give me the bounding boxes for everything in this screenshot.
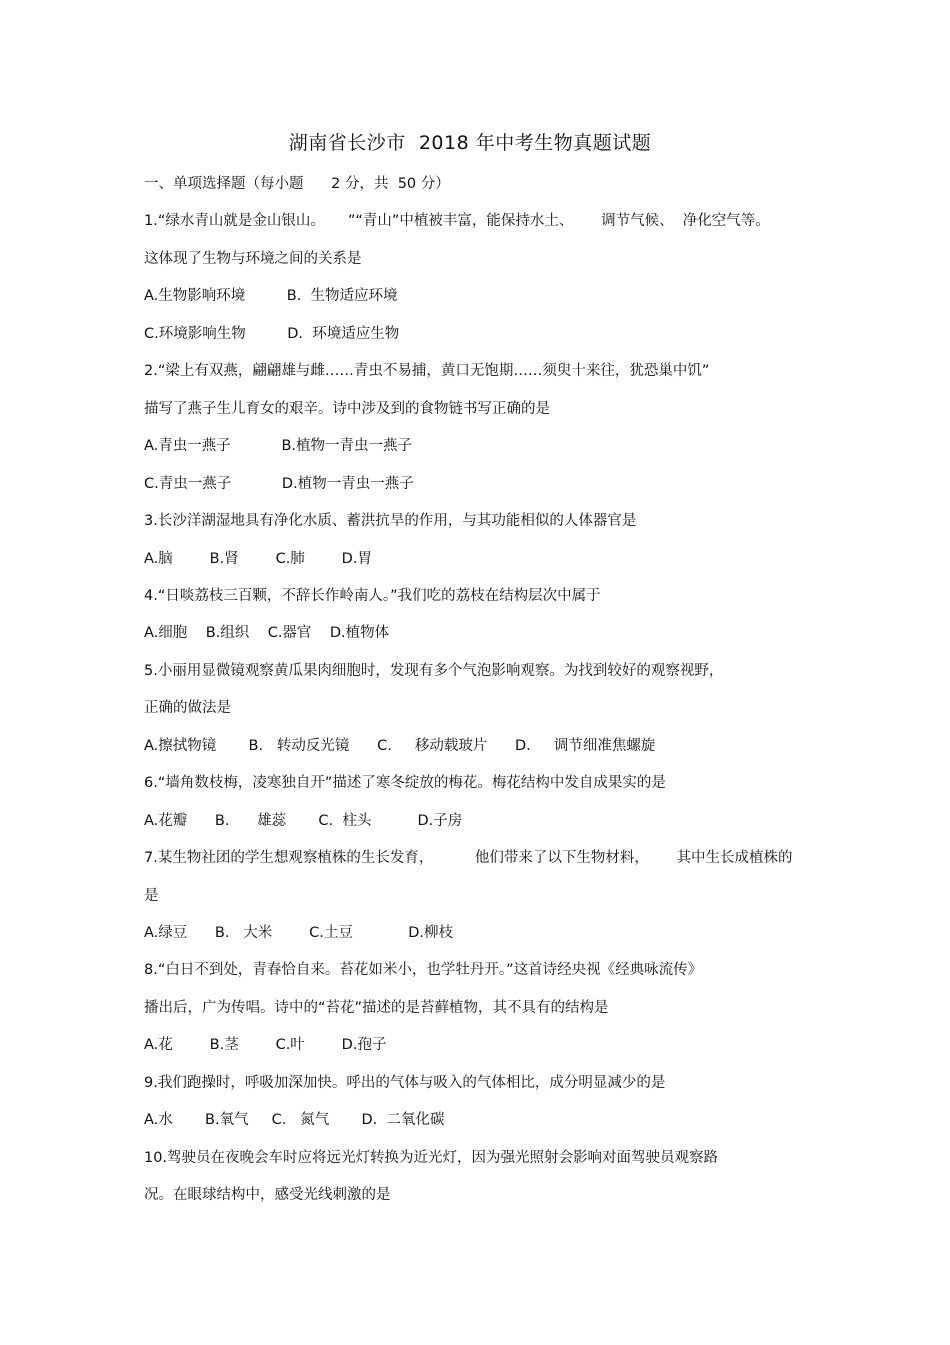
question-5-stem-cont: 正确的做法是	[144, 700, 231, 716]
question-7-stem: 7.某生物社团的学生想观察植株的生长发育， 他们带来了以下生物材料， 其中生长成植株的	[144, 850, 793, 866]
question-10-stem-cont: 况。在眼球结构中，感受光线刺激的是	[144, 1187, 391, 1203]
question-2-stem: 2.“梁上有双燕，翩翩雄与雌……青虫不易捕，黄口无饱期……须臾十来往，犹恐巢中饥”	[144, 363, 710, 379]
question-9-stem: 9.我们跑操时，呼吸加深加快。呼出的气体与吸入的气体相比，成分明显减少的是	[144, 1075, 666, 1091]
question-1-stem-cont: 这体现了生物与环境之间的关系是	[144, 251, 362, 267]
question-5-stem: 5.小丽用显微镜观察黄瓜果肉细胞时，发现有多个气泡影响观察。为找到较好的观察视野，	[144, 663, 724, 679]
question-9-options: A.水 B.氧气 C. 氮气 D. 二氧化碳	[144, 1112, 445, 1128]
question-3-stem: 3.长沙洋湖湿地具有净化水质、蓄洪抗旱的作用，与其功能相似的人体器官是	[144, 513, 637, 529]
question-1-options-ab: A.生物影响环境 B. 生物适应环境	[144, 288, 398, 304]
question-1-options-cd: C.环境影响生物 D. 环境适应生物	[144, 326, 400, 342]
question-7-stem-cont: 是	[144, 888, 159, 904]
question-10-stem: 10.驾驶员在夜晚会车时应将远光灯转换为近光灯，因为强光照射会影响对面驾驶员观察路	[144, 1150, 719, 1166]
question-2-options-ab: A.青虫一燕子 B.植物一青虫一燕子	[144, 438, 413, 454]
document-title: 湖南省长沙市 2018 年中考生物真题试题	[288, 132, 652, 154]
question-1-stem: 1.“绿水青山就是金山银山。 ”“青山”中植被丰富，能保持水土、 调节气候、 净化空气等。	[144, 213, 770, 229]
question-3-options: A.脑 B.肾 C.肺 D.胃	[144, 551, 372, 567]
question-4-stem: 4.“日啖荔枝三百颗，不辞长作岭南人。”我们吃的荔枝在结构层次中属于	[144, 588, 601, 604]
question-8-options: A.花 B.茎 C.叶 D.孢子	[144, 1037, 387, 1053]
section-heading: 一、单项选择题（每小题 2 分，共 50 分）	[144, 176, 450, 192]
question-7-options: A.绿豆 B. 大米 C.土豆 D.柳枝	[144, 925, 454, 941]
question-6-stem: 6.“墙角数枝梅，凌寒独自开”描述了寒冬绽放的梅花。梅花结构中发自成果实的是	[144, 775, 666, 791]
question-8-stem-cont: 播出后，广为传唱。诗中的“苔花”描述的是苔藓植物，其不具有的结构是	[144, 1000, 609, 1016]
question-6-options: A.花瓣 B. 雄蕊 C. 柱头 D.子房	[144, 813, 463, 829]
question-5-options: A.擦拭物镜 B. 转动反光镜 C. 移动载玻片 D. 调节细准焦螺旋	[144, 738, 656, 754]
question-2-stem-cont: 描写了燕子生儿育女的艰辛。诗中涉及到的食物链书写正确的是	[144, 401, 550, 417]
question-8-stem: 8.“白日不到处，青春恰自来。苔花如米小，也学牡丹开。”这首诗经央视《经典咏流传》	[144, 962, 703, 978]
question-2-options-cd: C.青虫一燕子 D.植物一青虫一燕子	[144, 476, 414, 492]
question-4-options: A.细胞 B.组织 C.器官 D.植物体	[144, 625, 390, 641]
